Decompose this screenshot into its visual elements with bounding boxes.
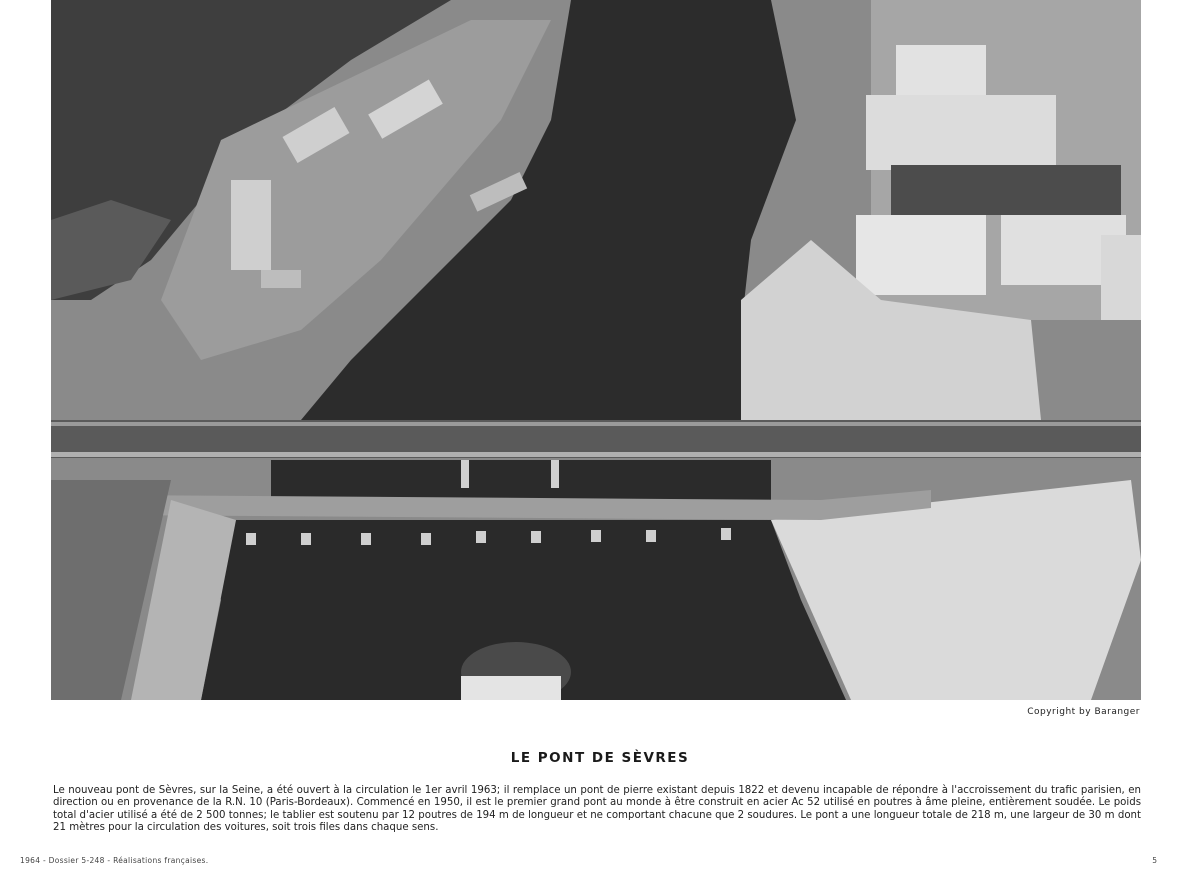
footer-reference: 1964 - Dossier 5-248 - Réalisations françaises. xyxy=(20,856,209,865)
photo-copyright: Copyright by Baranger xyxy=(1027,707,1140,717)
page-number: 5 xyxy=(1152,856,1157,865)
description-paragraph: Le nouveau pont de Sèvres, sur la Seine, a été ouvert à la circulation le 1er avril 1963; il remplace un pont de pierre existant depuis 1822 et devenu incapable de répondre à l'accroissement du trafic parisien, en direction ou en provenance de la R.N. 10 (Paris-Bordeaux). Commencé en 1950, il est le premier grand pont au monde à être construit en acier Ac 52 utilisé en poutres à âme pleine, entièrement soudée. Le poids total d'acier utilisé a été de 2 500 tonnes; le tablier est soutenu par 12 poutres de 194 m de longueur et ne comportant chacune que 2 soudures. Le pont a une longueur totale de 218 m, une largeur de 30 m dont 21 mètres pour la circulation des voitures, soit trois files dans chaque sens. xyxy=(53,785,1141,834)
aerial-photograph xyxy=(51,0,1141,700)
page-title: LE PONT DE SÈVRES xyxy=(510,750,690,766)
